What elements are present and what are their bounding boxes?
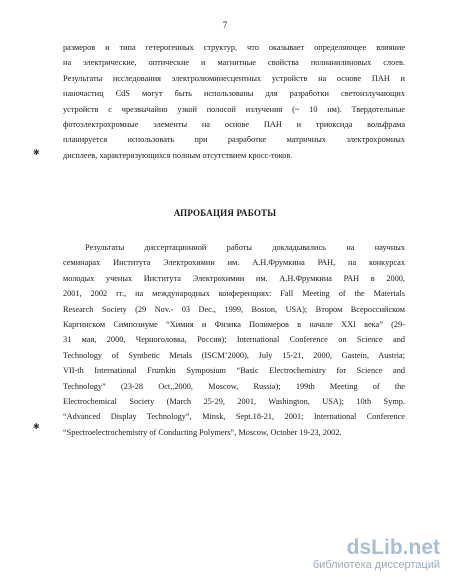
text-line: 2001, 2002 гг., на международных конференциях: Fall Meeting of the Materials	[63, 289, 405, 299]
text-line: наночастиц CdS могут быть использованы для разработки светоизлучающих	[63, 89, 405, 99]
watermark-subtitle: библиотека диссертаций	[312, 559, 440, 571]
approbation-paragraph	[63, 240, 405, 440]
watermark-logo-text: dsLib.net	[346, 536, 440, 559]
section-heading: АПРОБАЦИЯ РАБОТЫ	[173, 208, 277, 218]
text-line: размеров и типа гетерогенных структур, что оказывает определяющее влияние	[63, 43, 405, 52]
watermark-logo	[313, 537, 440, 572]
text-line: устройств с чрезвычайно узкой полосой излучения (~ 10 нм). Твердотельные	[63, 104, 405, 114]
text-line: дисплеев, характеризующихся полным отсутствием кросс-токов.	[63, 150, 293, 160]
text-line: фотоэлектрохромные элементы на основе ПАН и триоксида вольфрама	[63, 120, 405, 130]
text-line: молодых ученых Института Электрохимии им. А.Н.Фрумкина РАН в 2000,	[63, 273, 405, 283]
text-line: на электрические, оптические и магнитные свойства полианилиновых слоев.	[63, 58, 405, 68]
text-line: Technology of Synthetic Metals (ISCM’2000), July 15-21, 2000, Gastein, Austria;	[63, 350, 405, 360]
text-line: “Spectroelectrochemistry of Conducting Polymers”, Moscow, October 19-23, 2002.	[63, 427, 342, 437]
text-line: семинарах Института Электрохимии им. А.Н.Фрумкина РАН, на конкурсах	[63, 258, 405, 268]
text-line: Результаты диссертационной работы докладывались на научных	[85, 243, 405, 252]
text-line: VII-th International Frumkin Symposium “Basic Electrochemistry for Science and	[63, 366, 405, 376]
text-line: Research Society (29 Nov.- 03 Dec., 1999, Boston, USA); Втором Всероссийском	[63, 304, 405, 314]
text-line: Electrochemical Society (March 25-29, 2001, Washington, USA); 10th Symp.	[63, 397, 405, 407]
margin-asterisk-mark: ✱	[33, 148, 40, 157]
text-line: Technology” (23-28 Oct.,2000, Moscow, Russia); 199th Meeting of the	[63, 381, 405, 391]
text-line: “Advanced Display Technology”, Minsk, Sept.18-21, 2001; International Conference	[63, 412, 405, 422]
text-line: Результаты исследования электролюминесцентных устройств на основе ПАН и	[63, 73, 405, 83]
margin-asterisk-mark: ✱	[33, 422, 40, 431]
text-line: Каргинском Симпозиуме “Химия и Физика Полимеров в начале XXI века” (29-	[63, 320, 405, 330]
text-line: 31 мая, 2000, Черноголовка, Россия); International Conference on Science and	[63, 335, 405, 345]
results-paragraph	[63, 40, 405, 163]
page-number: 7	[222, 20, 228, 30]
text-line: планируется использовать при разработке матричных электрохромных	[63, 135, 405, 145]
